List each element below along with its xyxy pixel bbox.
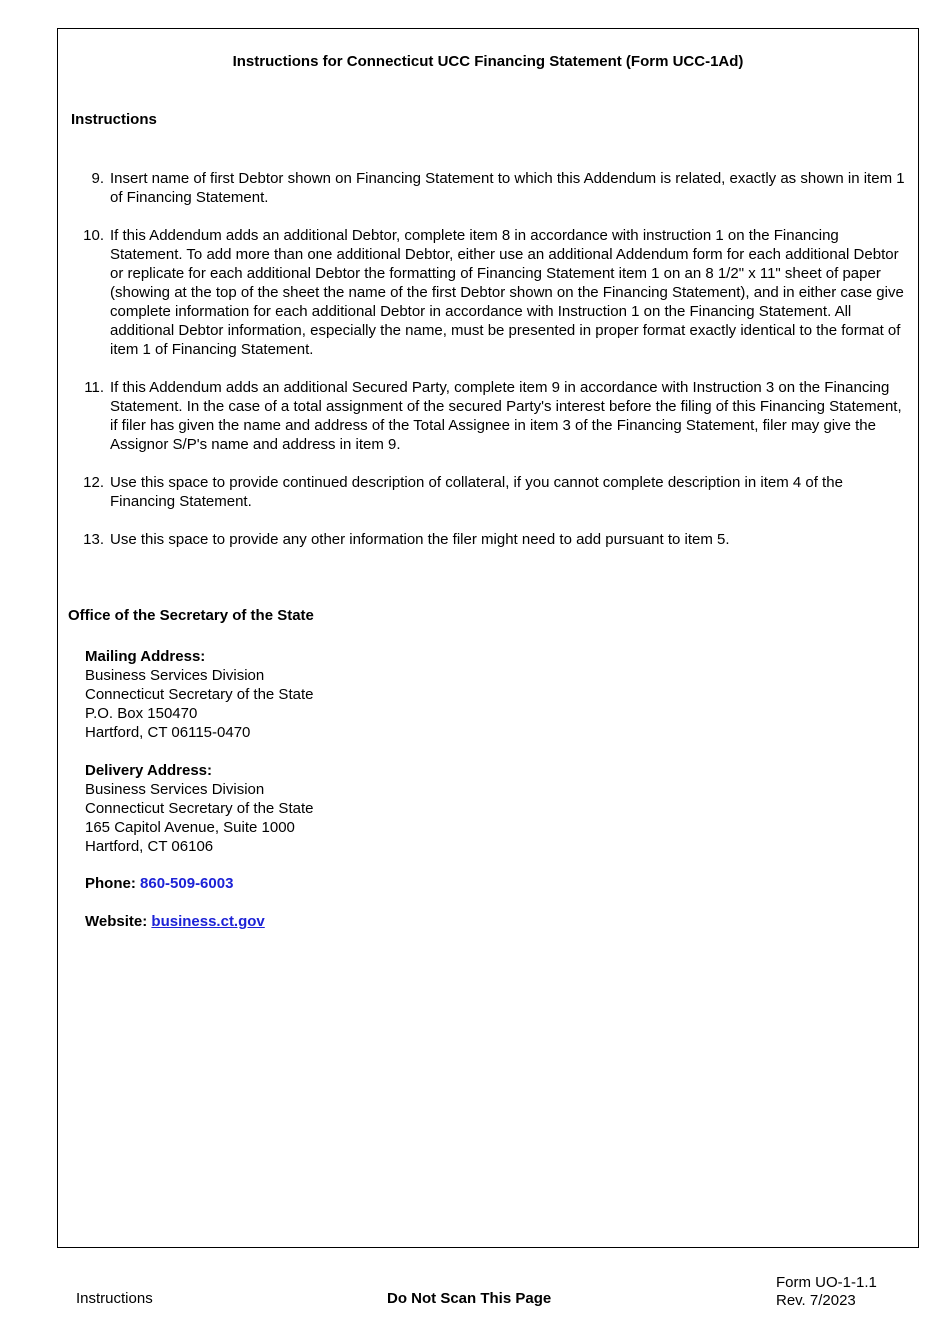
footer-form-info	[776, 1274, 877, 1310]
instruction-item	[82, 169, 906, 207]
revision-date: Rev. 7/2023	[776, 1292, 856, 1309]
page-title: Instructions for Connecticut UCC Financing Statement (Form UCC-1Ad)	[232, 53, 744, 70]
phone-row	[85, 875, 233, 892]
website-row	[85, 913, 265, 930]
phone-label: Phone:	[85, 875, 136, 892]
instruction-item	[82, 226, 906, 359]
instruction-item	[82, 530, 906, 549]
delivery-address-label: Delivery Address:	[85, 762, 213, 779]
form-frame	[57, 28, 919, 1248]
instruction-list	[82, 169, 906, 568]
instruction-number: 9.	[91, 170, 104, 187]
instruction-item	[82, 473, 906, 511]
website-link[interactable]: business.ct.gov	[151, 913, 265, 930]
address-line: 165 Capitol Avenue, Suite 1000	[85, 819, 295, 836]
instruction-item	[82, 378, 906, 454]
instruction-number: 13.	[83, 531, 104, 548]
address-line: Business Services Division	[85, 781, 265, 798]
footer-notice: Do Not Scan This Page	[387, 1290, 552, 1307]
office-title: Office of the Secretary of the State	[68, 607, 314, 624]
delivery-address	[85, 761, 313, 856]
mailing-address	[85, 647, 313, 742]
instruction-text: Insert name of first Debtor shown on Financing Statement to which this Addendum is related, exactly as shown in item 1 of Financing Statement.	[110, 170, 905, 206]
instruction-text: If this Addendum adds an additional Debtor, complete item 8 in accordance with instruction 1 on the Financing Statement. To add more than one additional Debtor, either use an additional Addendum form for each additional Debtor or replicate for each additional Debtor the formatting of Financing Statement item 1 on an 8 1/2" x 11" sheet of paper (showing at the top of the sheet the name of the first Debtor shown on the Financing Statement), and in either case give complete information for each additional Debtor in accordance with Instruction 1 on the Financing Statement. All additional Debtor information, especially the name, must be presented in proper format exactly identical to the format of item 1 of Financing Statement.	[110, 227, 904, 358]
section-heading: Instructions	[71, 111, 157, 128]
instruction-number: 11.	[84, 379, 104, 396]
address-line: Connecticut Secretary of the State	[85, 800, 314, 817]
address-line: Connecticut Secretary of the State	[85, 686, 314, 703]
address-line: Hartford, CT 06115-0470	[85, 724, 251, 741]
address-line: Hartford, CT 06106	[85, 838, 214, 855]
form-number: Form UO-1-1.1	[776, 1274, 877, 1291]
instruction-number: 12.	[83, 474, 104, 491]
instruction-text: Use this space to provide continued description of collateral, if you cannot complete description in item 4 of the Financing Statement.	[110, 474, 843, 510]
address-line: P.O. Box 150470	[85, 705, 198, 722]
address-line: Business Services Division	[85, 667, 265, 684]
mailing-address-label: Mailing Address:	[85, 648, 206, 665]
instruction-number: 10.	[83, 227, 104, 244]
instruction-text: Use this space to provide any other information the filer might need to add pursuant to item 5.	[110, 531, 730, 548]
instruction-text: If this Addendum adds an additional Secured Party, complete item 9 in accordance with Instruction 3 on the Financing Statement. In the case of a total assignment of the secured Party's interest before the filing of this Financing Statement, if filer has given the name and address of the Total Assignee in item 3 of the Financing Statement, filer may give the Assignor S/P's name and address in item 9.	[110, 379, 902, 453]
website-label: Website:	[85, 913, 148, 930]
footer-instructions: Instructions	[76, 1290, 153, 1307]
phone-link[interactable]: 860-509-6003	[140, 875, 234, 892]
